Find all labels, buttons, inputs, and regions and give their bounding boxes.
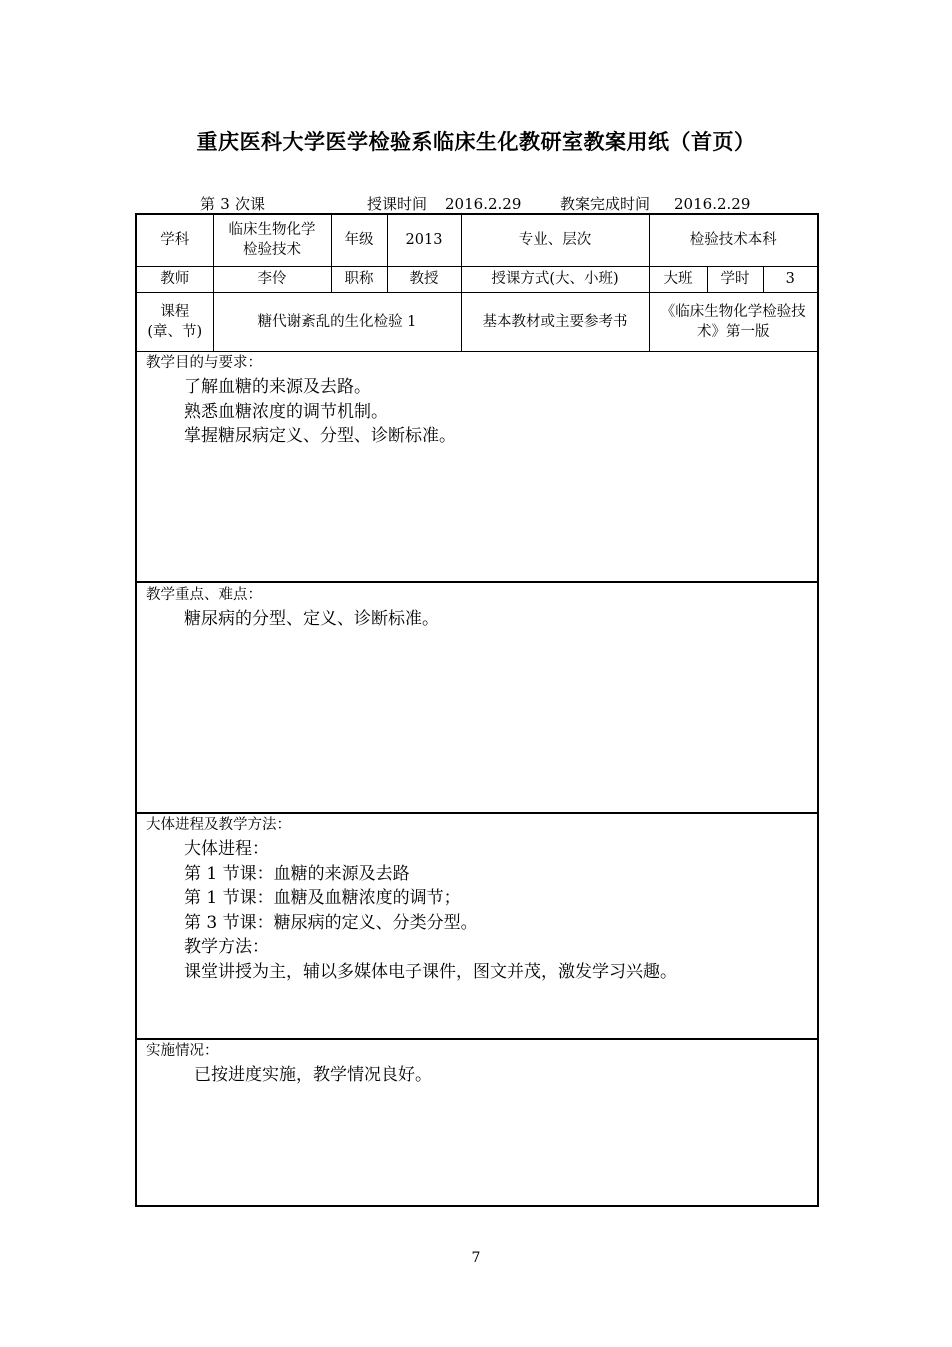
rank-label: 职称 (331, 266, 387, 292)
page-title: 重庆医科大学医学检验系临床生化教研室教案用纸（首页） (196, 130, 756, 154)
subject-value: 临床生物化学检验技术 (213, 214, 331, 266)
objectives-body (184, 375, 456, 449)
progress-section (135, 812, 819, 1040)
table-row (136, 292, 818, 351)
lesson-suffix: 次课 (235, 195, 266, 213)
subject-label: 学科 (136, 214, 213, 266)
finish-time-value: 2016.2.29 (650, 195, 798, 214)
list-item: 第 1 节课：血糖及血糖浓度的调节； (184, 888, 461, 908)
progress-body (184, 837, 677, 984)
book-label: 基本教材或主要参考书 (461, 292, 649, 351)
table-row (136, 266, 818, 292)
list-item: 已按进度实施，教学情况良好。 (194, 1065, 432, 1085)
key-points-section (135, 582, 819, 814)
lesson-no-value: 3 (215, 195, 235, 214)
progress-label: 大体进程及教学方法： (146, 817, 291, 833)
course-value: 糖代谢紊乱的生化检验 1 (213, 292, 461, 351)
implementation-section (135, 1038, 819, 1207)
page-number: 7 (471, 1250, 481, 1266)
list-item: 第 3 节课：糖尿病的定义、分类分型。 (184, 912, 478, 933)
implementation-body (194, 1063, 432, 1088)
info-table (135, 213, 819, 352)
grade-value: 2013 (387, 214, 461, 266)
mode-label: 授课方式(大、小班) (461, 266, 649, 292)
implementation-label: 实施情况： (146, 1043, 219, 1059)
list-item: 糖尿病的分型、定义、诊断标准。 (184, 609, 439, 629)
lesson-prefix: 第 (200, 195, 216, 213)
teach-time-label: 授课时间 (367, 195, 428, 213)
objectives-label: 教学目的与要求： (146, 355, 262, 371)
list-item: 掌握糖尿病定义、分型、诊断标准。 (184, 426, 456, 446)
grade-label: 年级 (331, 214, 387, 266)
list-item: 了解血糖的来源及去路。 (184, 377, 371, 397)
rank-value: 教授 (387, 266, 461, 292)
major-label: 专业、层次 (461, 214, 649, 266)
list-item: 教学方法： (184, 937, 269, 957)
key-points-label: 教学重点、难点： (146, 587, 262, 603)
list-item: 大体进程： (184, 839, 269, 859)
major-value: 检验技术本科 (649, 214, 818, 266)
objectives-section (135, 351, 819, 582)
list-item: 课堂讲授为主，辅以多媒体电子课件，图文并茂，激发学习兴趣。 (184, 961, 677, 982)
list-item: 第 1 节课：血糖的来源及去路 (184, 863, 410, 884)
table-row (136, 214, 818, 266)
hours-value: 3 (763, 266, 818, 292)
finish-time-label: 教案完成时间 (560, 195, 651, 213)
book-value: 《临床生物化学检验技术》第一版 (649, 292, 818, 351)
teacher-value: 李伶 (213, 266, 331, 292)
key-points-body (184, 607, 439, 632)
mode-value: 大班 (649, 266, 707, 292)
teacher-label: 教师 (136, 266, 213, 292)
lesson-number (200, 194, 265, 214)
course-label: 课程(章、节) (136, 292, 213, 351)
teach-time (367, 194, 545, 214)
hours-label: 学时 (707, 266, 763, 292)
teach-time-value: 2016.2.29 (427, 195, 545, 214)
list-item: 熟悉血糖浓度的调节机制。 (184, 401, 388, 422)
finish-time (560, 194, 798, 214)
